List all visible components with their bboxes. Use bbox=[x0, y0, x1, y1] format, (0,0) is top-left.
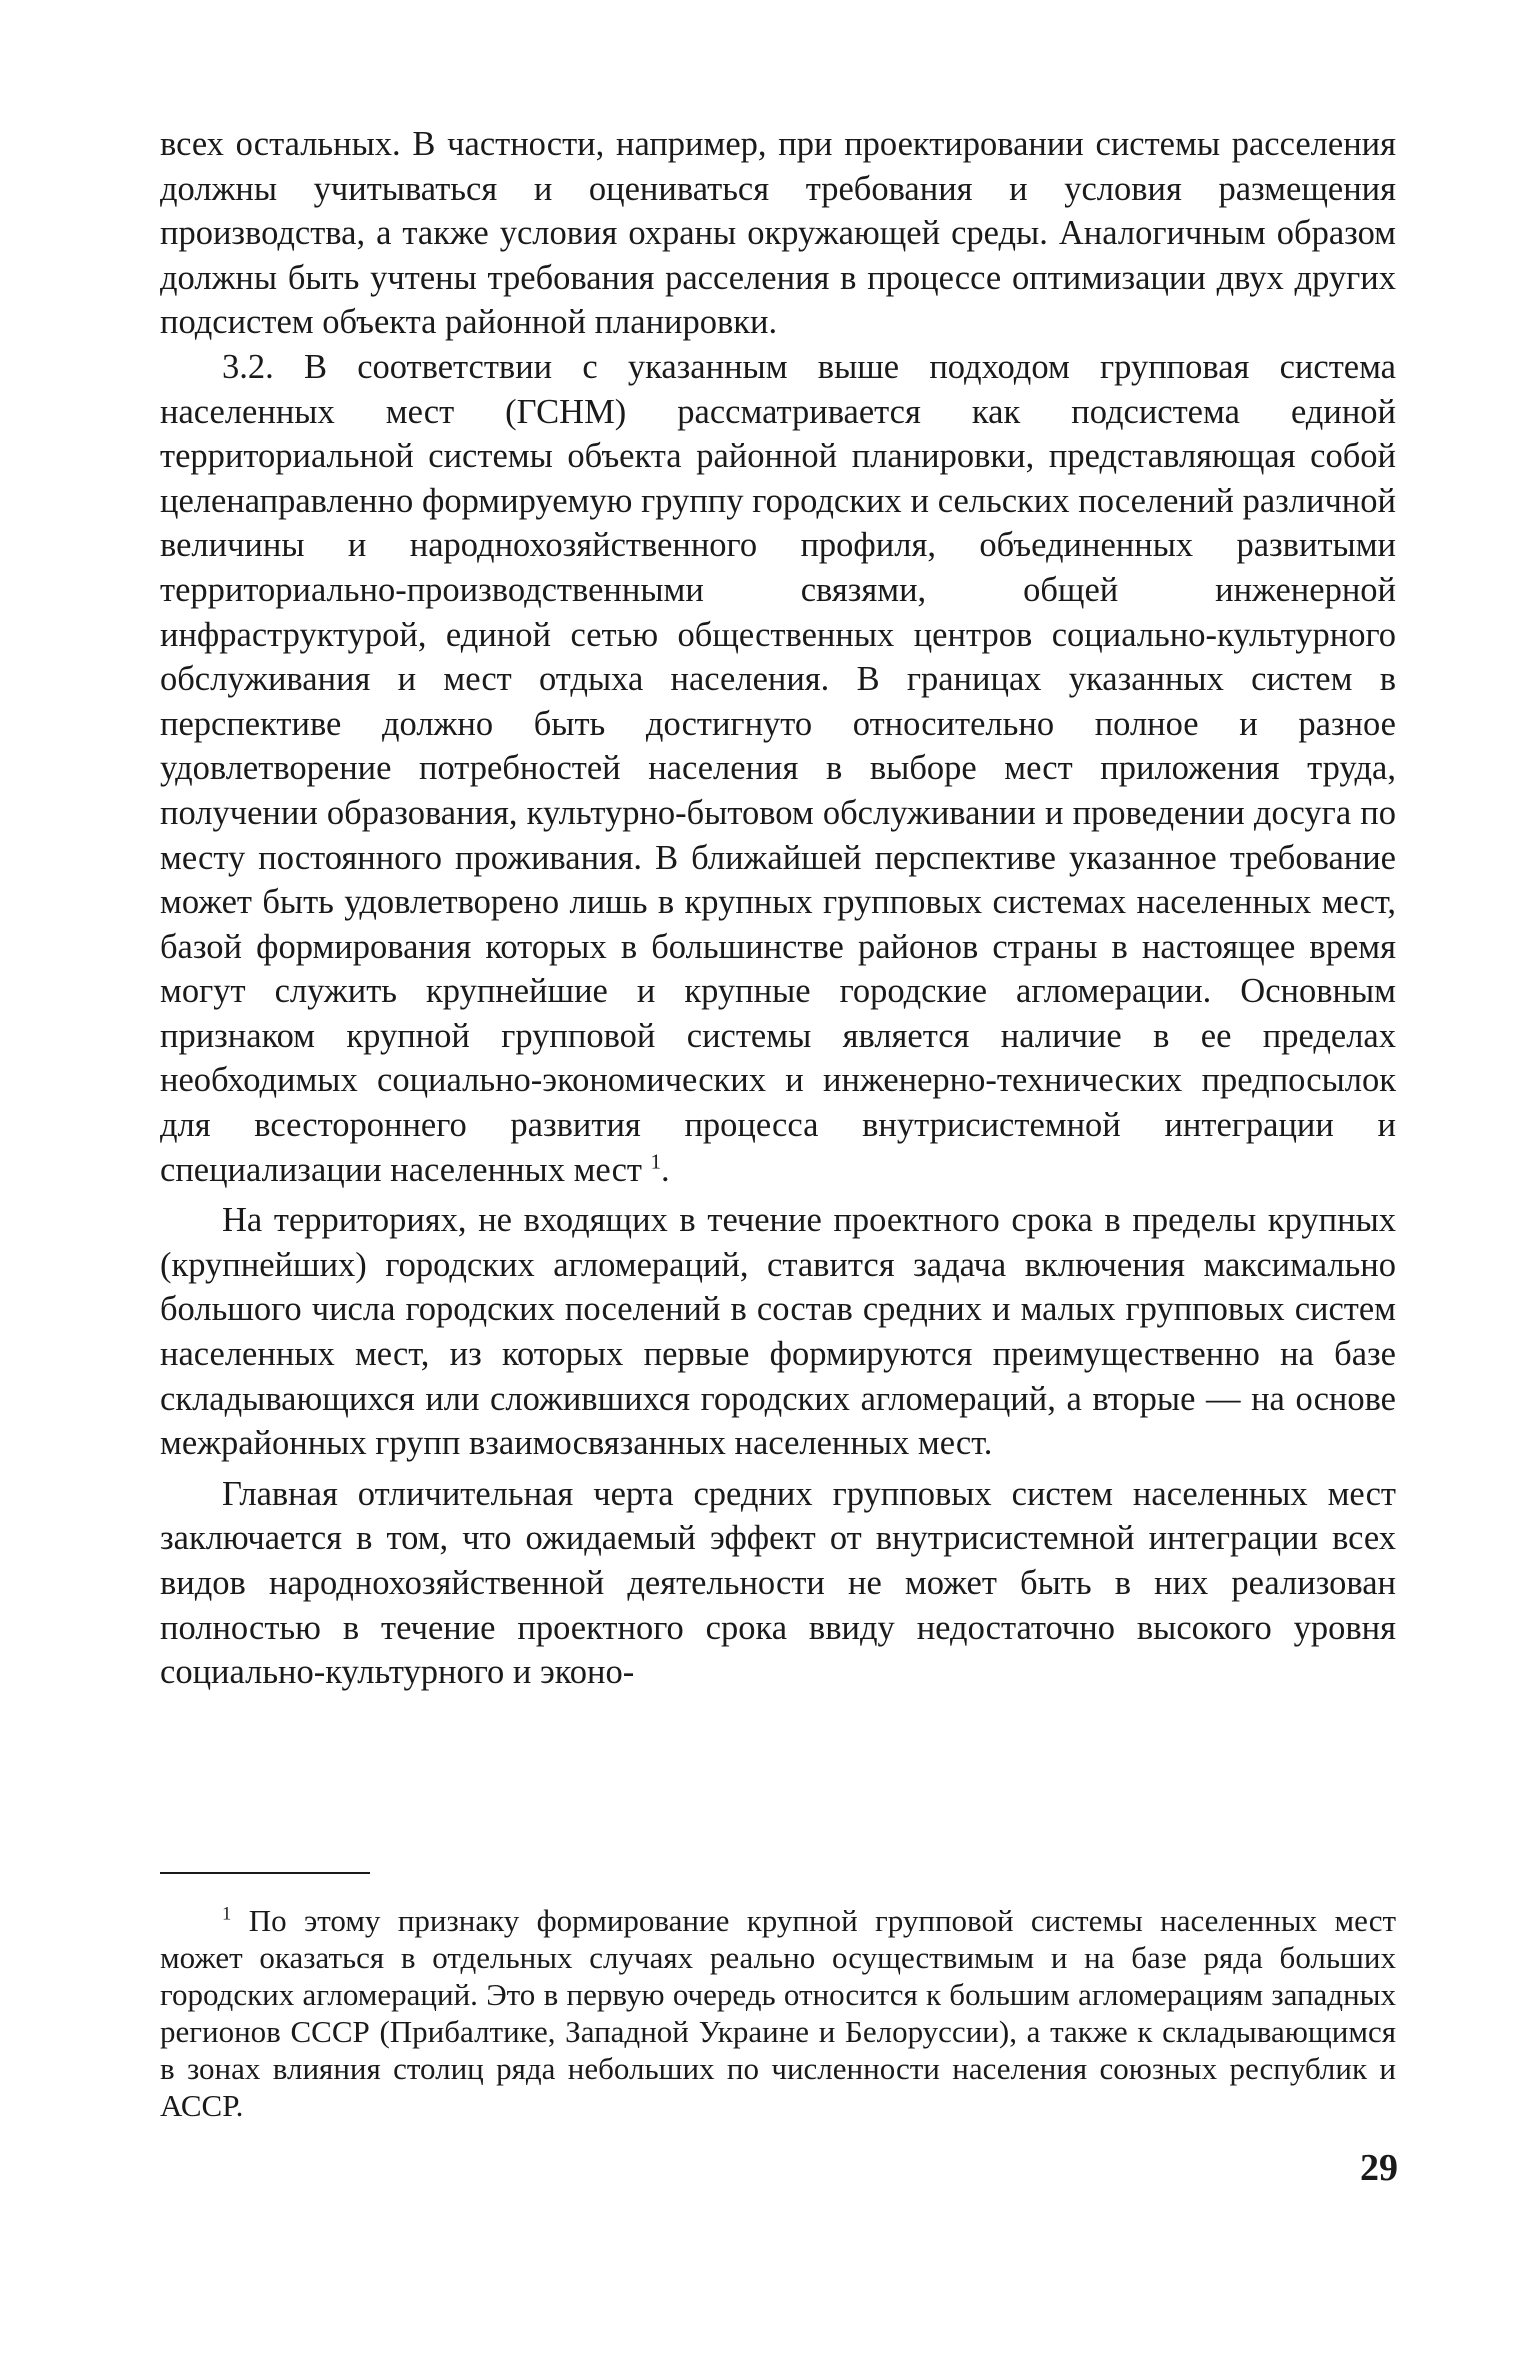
page-number: 29 bbox=[1360, 2147, 1398, 2189]
paragraph-continuation: всех остальных. В частности, например, при проектировании системы расселения должны учитываться и оцениваться требования и условия размещения производства, а также условия охраны окружающей среды. Аналогичным образом должны быть учтены требования расселения в процессе оптимизации двух других подсистем объекта районной планировки. bbox=[160, 125, 1396, 342]
footnote-marker: 1 bbox=[222, 1903, 232, 1925]
paragraph-3-2-text: 3.2. В соответствии с указанным выше подходом групповая система населенных мест (ГСНМ) рассматривается как подсистема единой территориальной системы объекта районной планировки, представляющая собой целенаправленно формируемую группу городских и сельских поселений различной величины и народнохозяйственного профиля, объединенных развитыми территориально-производственными связями, общей инженерной инфраструктурой, единой сетью общественных центров социально-культурного обслуживания и мест отдыха населения. В границах указанных систем в перспективе должно быть достигнуто относительно полное и разное удовлетворение потребностей населения в выборе мест приложения труда, получении образования, культурно-бытовом обслуживании и проведении досуга по месту постоянного проживания. В ближайшей перспективе указанное требование может быть удовлетворено лишь в крупных групповых системах населенных мест, базой формирования которых в большинстве районов страны в настоящее время могут служить крупнейшие и крупные городские агломерации. Основным признаком крупной групповой системы является наличие в ее пределах необходимых социально-экономических и инженерно-технических предпосылок для всестороннего развития процесса внутрисистемной интеграции и специализации населенных мест bbox=[160, 347, 1396, 1189]
footnote-text: По этому признаку формирование крупной групповой системы населенных мест может оказаться в отдельных случаях реально осуществимым и на базе ряда больших городских агломераций. Это в первую очередь относится к большим агломерациям западных регионов СССР (Прибалтике, Западной Украине и Белоруссии), а также к складывающимся в зонах влияния столиц ряда небольших по численности населения союзных республик и АССР. bbox=[160, 1903, 1396, 2123]
footnote-reference: 1 bbox=[650, 1151, 661, 1174]
footnote-divider bbox=[160, 1872, 370, 1874]
footnote bbox=[160, 1902, 1396, 2124]
paragraph-territories: На территориях, не входящих в течение проектного срока в пределы крупных (крупнейших) городских агломераций, ставится задача включения максимально большого числа городских поселений в состав средних и малых групповых систем населенных мест, из которых первые формируются преимущественно на базе складывающихся или сложившихся городских агломераций, а вторые — на основе межрайонных групп взаимосвязанных населенных мест. bbox=[160, 1201, 1396, 1463]
main-text bbox=[160, 122, 1396, 1695]
paragraph-3-2 bbox=[160, 345, 1396, 1192]
paragraph-main-feature: Главная отличительная черта средних групповых систем населенных мест заключается в том, что ожидаемый эффект от внутрисистемной интеграции всех видов народнохозяйственной деятельности не может быть в них реализован полностью в течение проектного срока ввиду недостаточно высокого уровня социально-культурного и эконо- bbox=[160, 1474, 1396, 1692]
paragraph-3-2-period: . bbox=[660, 1150, 670, 1189]
